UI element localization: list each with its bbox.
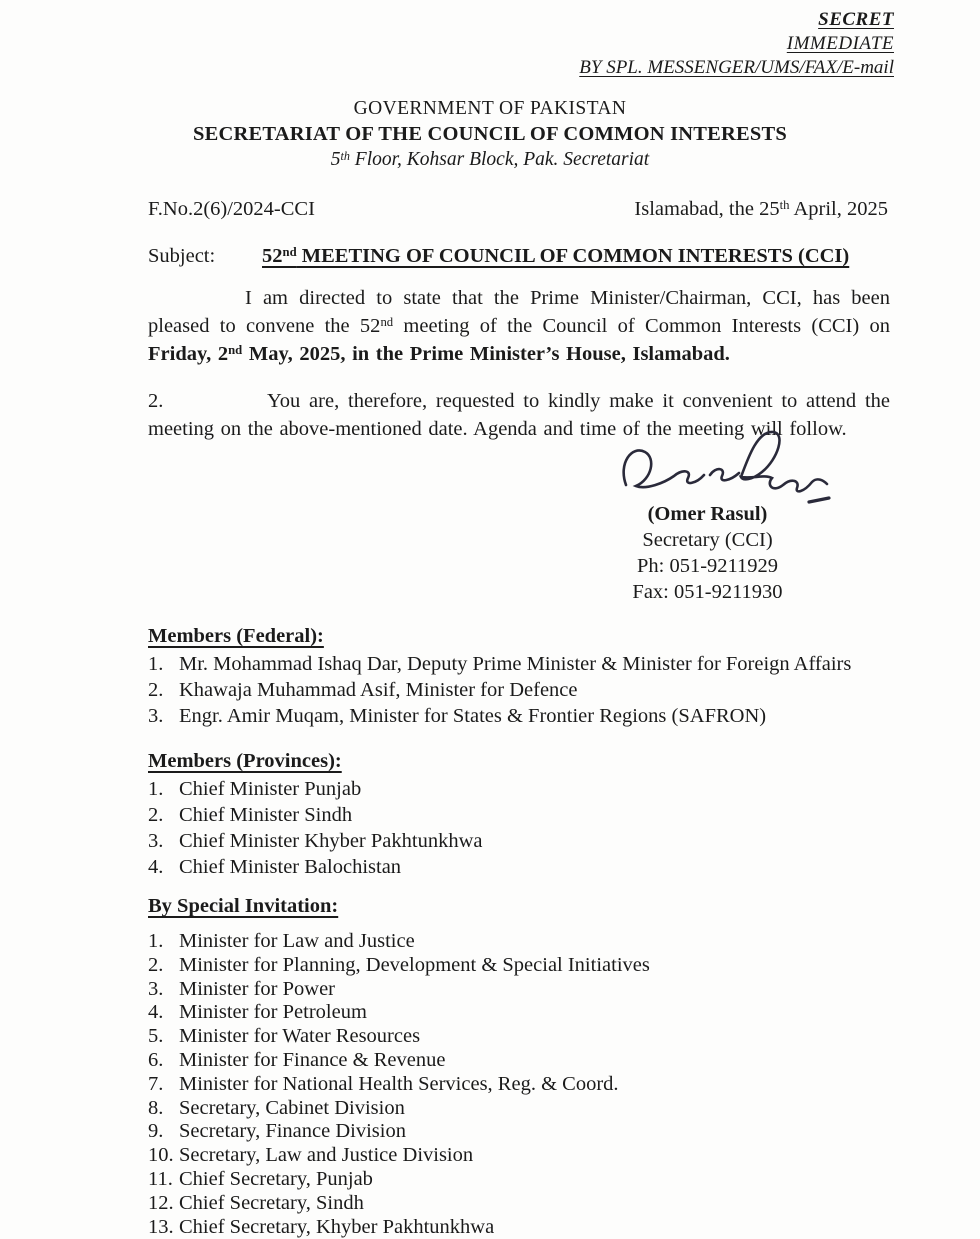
- list-item-text: Minister for National Health Services, Reg. & Coord.: [179, 1072, 619, 1095]
- signatory-phone: Ph: 051-9211929: [636, 555, 779, 577]
- list-item: [148, 802, 890, 828]
- file-number: F.No.2(6)/2024-CCI: [148, 198, 315, 220]
- list-item-text: Chief Minister Punjab: [179, 778, 362, 800]
- list-item-text: Secretary, Finance Division: [179, 1120, 406, 1143]
- list-item-text: Khawaja Muhammad Asif, Minister for Defence: [179, 679, 578, 701]
- section-members-federal: [148, 623, 890, 729]
- list-item: [148, 854, 890, 880]
- list-item-number: 1.: [148, 653, 164, 675]
- members-provinces-list: [148, 776, 890, 880]
- list-item-number: 3.: [148, 705, 164, 727]
- list-item-text: Minister for Planning, Development & Special Initiatives: [179, 953, 650, 976]
- signatory-designation: Secretary (CCI): [642, 529, 773, 551]
- section-members-provinces: [148, 748, 890, 880]
- list-item-number: 2.: [148, 804, 164, 826]
- signatory-block: [600, 501, 815, 605]
- list-item: [148, 1168, 890, 1192]
- list-item: [148, 677, 890, 703]
- list-item-text: Chief Minister Sindh: [179, 804, 353, 826]
- list-item-text: Chief Secretary, Khyber Pakhtunkhwa: [179, 1215, 495, 1238]
- list-item: [148, 1049, 890, 1073]
- signatory-fax: Fax: 051-9211930: [632, 581, 783, 603]
- place-and-date: Islamabad, the 25th April, 2025: [634, 198, 888, 220]
- letterhead-government: GOVERNMENT OF PAKISTAN: [353, 98, 627, 119]
- list-item-text: Secretary, Law and Justice Division: [179, 1144, 474, 1167]
- list-item-number: 8.: [148, 1096, 164, 1119]
- list-item: [148, 703, 890, 729]
- list-item-number: 3.: [148, 977, 164, 1000]
- list-item-text: Minister for Finance & Revenue: [179, 1048, 446, 1071]
- list-item-text: Chief Secretary, Sindh: [179, 1191, 364, 1214]
- list-item-text: Minister for Law and Justice: [179, 930, 415, 952]
- body-paragraph-2: You are, therefore, requested to kindly make it convenient to attend the meeting on the above-mentioned date. Agenda and time of the meeting will follow.: [148, 390, 890, 440]
- list-item: [148, 1192, 890, 1216]
- section-heading: Members (Provinces):: [148, 750, 342, 772]
- list-item-number: 4.: [148, 1001, 164, 1024]
- list-item-number: 9.: [148, 1120, 164, 1143]
- classification-secret: SECRET: [818, 9, 894, 30]
- list-item-text: Secretary, Cabinet Division: [179, 1096, 405, 1119]
- list-item-number: 12.: [148, 1191, 174, 1214]
- list-item: [148, 1216, 890, 1239]
- reference-row: [148, 197, 888, 222]
- list-item-number: 2.: [148, 953, 164, 976]
- list-item: [148, 954, 890, 978]
- list-item: [148, 776, 890, 802]
- list-item-text: Chief Secretary, Punjab: [179, 1167, 373, 1190]
- list-item-text: Mr. Mohammad Ishaq Dar, Deputy Prime Minister & Minister for Foreign Affairs: [179, 653, 852, 675]
- list-item-number: 4.: [148, 856, 164, 878]
- list-item-text: Minister for Water Resources: [179, 1025, 421, 1048]
- list-item-number: 3.: [148, 830, 164, 852]
- classification-delivery-mode: BY SPL. MESSENGER/UMS/FAX/E-mail: [579, 57, 894, 78]
- list-item-number: 1.: [148, 930, 164, 952]
- classification-immediate: IMMEDIATE: [786, 33, 894, 54]
- list-item-text: Chief Minister Khyber Pakhtunkhwa: [179, 830, 483, 852]
- signatory-name: (Omer Rasul): [647, 503, 768, 525]
- list-item-number: 11.: [148, 1167, 173, 1190]
- letterhead-secretariat: SECRETARIAT OF THE COUNCIL OF COMMON INTERESTS: [193, 123, 787, 145]
- special-invitation-list: [148, 930, 890, 1239]
- list-item-number: 1.: [148, 778, 164, 800]
- section-special-invitation: [148, 893, 890, 1239]
- section-heading: Members (Federal):: [148, 625, 324, 647]
- list-item-text: Engr. Amir Muqam, Minister for States & Frontier Regions (SAFRON): [179, 705, 767, 727]
- list-item: [148, 1144, 890, 1168]
- list-item-text: Chief Minister Balochistan: [179, 856, 402, 878]
- letterhead: [0, 97, 980, 172]
- list-item: [148, 651, 890, 677]
- subject-row: [148, 243, 888, 269]
- list-item: [148, 1120, 890, 1144]
- list-item: [148, 1025, 890, 1049]
- paragraph-number: 2.: [148, 390, 164, 412]
- members-federal-list: [148, 651, 890, 729]
- section-heading: By Special Invitation:: [148, 895, 339, 917]
- list-item: [148, 1073, 890, 1097]
- signature-area: [0, 443, 980, 613]
- list-item-number: 7.: [148, 1072, 164, 1095]
- subject-label: Subject:: [148, 245, 216, 267]
- list-item-number: 5.: [148, 1025, 164, 1048]
- list-item-text: Minister for Power: [179, 977, 336, 1000]
- list-item: [148, 930, 890, 954]
- body-paragraph-1: I am directed to state that the Prime Minister/Chairman, CCI, has been pleased to convene the 52nd meeting of the Council of Common Interests (CCI) on Friday, 2nd May, 2025, in the Prime Minister’s House, Islamabad.: [148, 287, 891, 365]
- list-item: [148, 1001, 890, 1025]
- subject-title: 52nd MEETING OF COUNCIL OF COMMON INTERESTS (CCI): [262, 245, 850, 267]
- list-item: [148, 1097, 890, 1121]
- letterhead-address: 5th Floor, Kohsar Block, Pak. Secretariat: [330, 148, 650, 170]
- list-item-number: 13.: [148, 1215, 174, 1238]
- list-item: [148, 828, 890, 854]
- list-item-number: 2.: [148, 679, 164, 701]
- list-item-number: 6.: [148, 1048, 164, 1071]
- list-item: [148, 978, 890, 1002]
- list-item-text: Minister for Petroleum: [179, 1001, 367, 1024]
- list-item-number: 10.: [148, 1144, 174, 1167]
- classification-block: [0, 0, 980, 80]
